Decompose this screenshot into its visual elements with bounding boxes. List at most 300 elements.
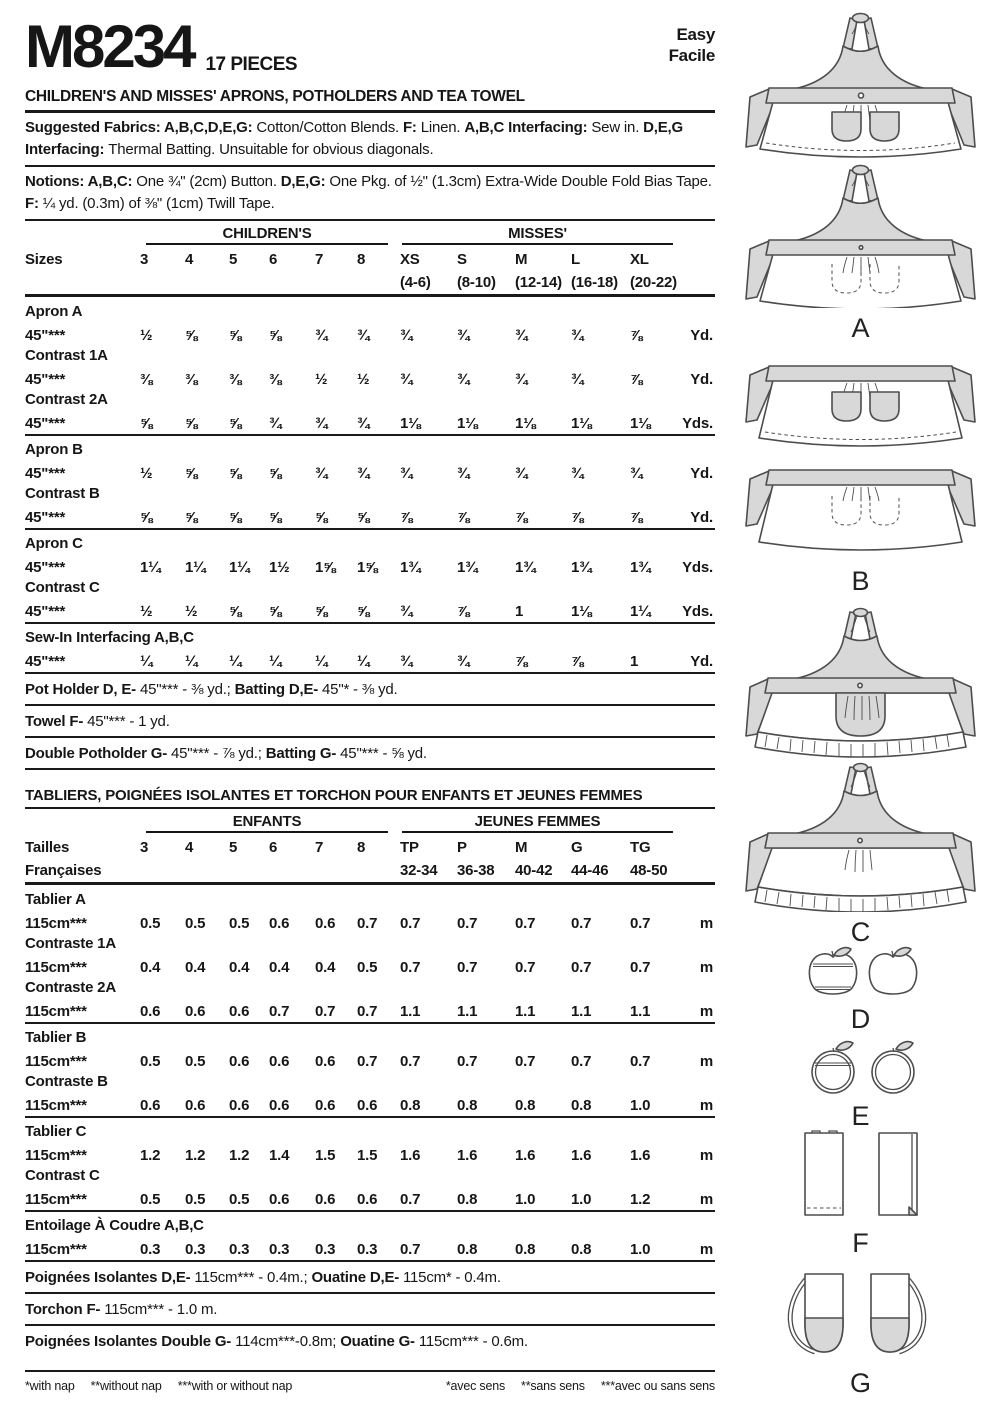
value-cell: ½ bbox=[315, 371, 328, 388]
unit-label: m bbox=[699, 959, 713, 976]
value-cell: ¼ bbox=[357, 653, 370, 670]
value-cell: ¼ bbox=[315, 653, 328, 670]
value-cell: 0.3 bbox=[140, 1241, 161, 1258]
value-cell: ¾ bbox=[457, 327, 470, 344]
size-cell: XS bbox=[400, 251, 420, 268]
table-ranges-row bbox=[25, 856, 715, 879]
value-cell: 1¾ bbox=[571, 559, 592, 576]
range-cell: 36-38 bbox=[457, 862, 495, 879]
item-name: Contrast C bbox=[25, 579, 100, 596]
value-cell: 1.6 bbox=[400, 1147, 421, 1164]
value-cell: ⅝ bbox=[269, 327, 282, 344]
value-cell: 0.7 bbox=[357, 915, 378, 932]
value-cell: ¾ bbox=[400, 653, 413, 670]
notion-line bbox=[25, 676, 715, 702]
fabric-width: 115cm*** bbox=[25, 915, 87, 932]
text-segment: Double Potholder G- bbox=[25, 745, 171, 762]
unit-label: Yd. bbox=[690, 509, 713, 526]
value-cell: 0.7 bbox=[515, 959, 536, 976]
value-cell: ¾ bbox=[315, 327, 328, 344]
text-segment: 45"*** - ⅞ yd.; bbox=[171, 745, 266, 762]
figure-towel-f bbox=[740, 1128, 981, 1257]
item-values-row bbox=[25, 1141, 715, 1164]
fabric-width: 115cm*** bbox=[25, 1241, 87, 1258]
value-cell: 1.0 bbox=[515, 1191, 536, 1208]
value-cell: 0.8 bbox=[571, 1241, 592, 1258]
value-cell: ⅞ bbox=[457, 509, 470, 526]
notion-line bbox=[25, 1296, 715, 1322]
unit-label: m bbox=[699, 915, 713, 932]
value-cell: 1½ bbox=[269, 559, 290, 576]
content-column bbox=[25, 13, 715, 1393]
unit-label: Yd. bbox=[690, 327, 713, 344]
size-cell: M bbox=[515, 251, 528, 268]
value-cell: 0.5 bbox=[229, 1191, 250, 1208]
text-segment: Batting D,E- bbox=[234, 681, 323, 698]
text-segment: 115cm* - 0.4m. bbox=[403, 1269, 501, 1286]
value-cell: 0.5 bbox=[185, 915, 206, 932]
size-cell: 7 bbox=[315, 251, 324, 268]
divider bbox=[25, 1292, 715, 1294]
value-cell: 0.4 bbox=[140, 959, 161, 976]
notion-line bbox=[25, 708, 715, 734]
unit-label: m bbox=[699, 1241, 713, 1258]
divider bbox=[25, 672, 715, 674]
french-yardage-table bbox=[25, 813, 715, 1354]
value-cell: 0.4 bbox=[229, 959, 250, 976]
size-cell: P bbox=[457, 839, 467, 856]
value-cell: ⅞ bbox=[630, 371, 643, 388]
value-cell: ⅞ bbox=[400, 509, 413, 526]
item-name: Apron C bbox=[25, 535, 83, 552]
unit-label: Yds. bbox=[682, 559, 713, 576]
text-segment: Towel F- bbox=[25, 713, 88, 730]
size-cell: 4 bbox=[185, 839, 194, 856]
value-cell: 0.6 bbox=[269, 1097, 290, 1114]
divider bbox=[25, 1210, 715, 1212]
value-cell: 0.7 bbox=[269, 1003, 290, 1020]
text-segment: 45"* - ⅜ yd. bbox=[322, 681, 398, 698]
value-cell: 1.6 bbox=[630, 1147, 651, 1164]
range-cell: (12-14) bbox=[515, 274, 562, 291]
size-cell: 6 bbox=[269, 839, 278, 856]
value-cell: 1.5 bbox=[315, 1147, 336, 1164]
divider bbox=[25, 622, 715, 624]
footnote-item: *avec sens bbox=[445, 1379, 506, 1393]
value-cell: ⅞ bbox=[571, 653, 584, 670]
value-cell: 0.3 bbox=[185, 1241, 206, 1258]
unit-label: Yd. bbox=[690, 465, 713, 482]
fabric-width: 45"*** bbox=[25, 653, 66, 670]
value-cell: 0.7 bbox=[357, 1003, 378, 1020]
unit-label: Yds. bbox=[682, 415, 713, 432]
fabric-width: 45"*** bbox=[25, 603, 66, 620]
value-cell: 0.6 bbox=[229, 1097, 250, 1114]
size-cell: TG bbox=[630, 839, 651, 856]
value-cell: ⅝ bbox=[229, 465, 242, 482]
item-name: Apron B bbox=[25, 441, 83, 458]
notions-paragraph bbox=[25, 171, 715, 215]
value-cell: 0.5 bbox=[140, 1191, 161, 1208]
unit-label: m bbox=[699, 1147, 713, 1164]
value-cell: 0.7 bbox=[400, 1241, 421, 1258]
text-segment: Notions: A,B,C: bbox=[25, 173, 137, 190]
notion-line bbox=[25, 1264, 715, 1290]
text-segment: 45"*** - ⅜ yd.; bbox=[139, 681, 235, 698]
figure-apron-c bbox=[740, 604, 981, 946]
item-values-row bbox=[25, 597, 715, 620]
divider bbox=[25, 1022, 715, 1024]
value-cell: 0.7 bbox=[457, 959, 478, 976]
table-sizes-row bbox=[25, 833, 715, 856]
value-cell: ⅝ bbox=[185, 327, 198, 344]
value-cell: 0.7 bbox=[400, 959, 421, 976]
text-segment: Sew in. bbox=[591, 119, 644, 136]
value-cell: 1.0 bbox=[630, 1241, 651, 1258]
figure-label-a: A bbox=[851, 313, 870, 343]
value-cell: ½ bbox=[357, 371, 370, 388]
children-group-label: CHILDREN'S bbox=[146, 225, 388, 245]
value-cell: ⅝ bbox=[140, 509, 153, 526]
value-cell: ¾ bbox=[571, 465, 584, 482]
value-cell: ⅝ bbox=[185, 509, 198, 526]
value-cell: ¾ bbox=[571, 327, 584, 344]
figure-label-b: B bbox=[851, 566, 870, 596]
item-name: Contrast C bbox=[25, 1167, 100, 1184]
value-cell: ⅝ bbox=[315, 509, 328, 526]
value-cell: ⅞ bbox=[515, 653, 528, 670]
item-values-row bbox=[25, 503, 715, 526]
text-segment: Ouatine G- bbox=[340, 1333, 419, 1350]
value-cell: 1¾ bbox=[400, 559, 421, 576]
item-values-row bbox=[25, 953, 715, 976]
value-cell: 1⅛ bbox=[515, 415, 536, 432]
row-label: Françaises bbox=[25, 862, 102, 879]
value-cell: 0.6 bbox=[185, 1003, 206, 1020]
fabric-width: 115cm*** bbox=[25, 1053, 87, 1070]
value-cell: 1.4 bbox=[269, 1147, 290, 1164]
value-cell: 0.3 bbox=[269, 1241, 290, 1258]
value-cell: 0.7 bbox=[400, 915, 421, 932]
apron-a-illustration bbox=[743, 8, 978, 308]
value-cell: 0.6 bbox=[269, 1191, 290, 1208]
apron-b-illustration bbox=[743, 356, 978, 561]
potholder-g-illustration bbox=[743, 1268, 978, 1363]
unit-label: Yd. bbox=[690, 371, 713, 388]
table-sizes-row bbox=[25, 245, 715, 268]
range-cell: (20-22) bbox=[630, 274, 677, 291]
text-segment: A,B,C Interfacing: bbox=[464, 119, 592, 136]
fabric-width: 45"*** bbox=[25, 509, 66, 526]
item-name: Sew-In Interfacing A,B,C bbox=[25, 629, 194, 646]
fabric-width: 115cm*** bbox=[25, 1147, 87, 1164]
value-cell: 1.0 bbox=[571, 1191, 592, 1208]
text-segment: Torchon F- bbox=[25, 1301, 105, 1318]
unit-label: Yd. bbox=[690, 653, 713, 670]
value-cell: 0.6 bbox=[315, 1097, 336, 1114]
value-cell: ¾ bbox=[269, 415, 282, 432]
value-cell: 0.4 bbox=[185, 959, 206, 976]
value-cell: 1.6 bbox=[457, 1147, 478, 1164]
item-name: Contrast 2A bbox=[25, 391, 108, 408]
value-cell: 1¾ bbox=[630, 559, 651, 576]
value-cell: 0.6 bbox=[315, 1053, 336, 1070]
value-cell: ¾ bbox=[315, 415, 328, 432]
value-cell: 0.7 bbox=[571, 959, 592, 976]
figure-potholder-e bbox=[740, 1036, 981, 1130]
footnote-item: ***avec ou sans sens bbox=[600, 1379, 715, 1393]
pattern-number: M8234 bbox=[25, 13, 194, 80]
value-cell: 0.5 bbox=[140, 915, 161, 932]
misses-group-label: MISSES' bbox=[402, 225, 673, 245]
fabrics-paragraph bbox=[25, 117, 715, 161]
divider bbox=[25, 1260, 715, 1262]
value-cell: ⅞ bbox=[515, 509, 528, 526]
value-cell: 1⅝ bbox=[315, 559, 336, 576]
value-cell: 0.8 bbox=[571, 1097, 592, 1114]
value-cell: 0.3 bbox=[357, 1241, 378, 1258]
value-cell: 1.1 bbox=[400, 1003, 421, 1020]
value-cell: 1.2 bbox=[630, 1191, 651, 1208]
value-cell: 0.7 bbox=[630, 959, 651, 976]
value-cell: 1⅛ bbox=[400, 415, 421, 432]
fabric-width: 115cm*** bbox=[25, 1191, 87, 1208]
value-cell: ½ bbox=[140, 465, 153, 482]
value-cell: ⅞ bbox=[457, 603, 470, 620]
misses-group-label: JEUNES FEMMES bbox=[402, 813, 673, 833]
text-segment: 45"*** - ⅝ yd. bbox=[340, 745, 427, 762]
item-values-row bbox=[25, 997, 715, 1020]
value-cell: 0.8 bbox=[515, 1241, 536, 1258]
value-cell: ⅝ bbox=[269, 465, 282, 482]
footnote-french bbox=[430, 1379, 715, 1393]
figure-label-c: C bbox=[850, 917, 871, 947]
divider bbox=[25, 528, 715, 530]
value-cell: 0.7 bbox=[400, 1053, 421, 1070]
english-title: CHILDREN'S AND MISSES' APRONS, POTHOLDERS AND TEA TOWEL bbox=[25, 88, 525, 105]
value-cell: 0.7 bbox=[571, 1053, 592, 1070]
difficulty-french: Facile bbox=[668, 46, 715, 65]
value-cell: ⅝ bbox=[357, 603, 370, 620]
value-cell: 0.4 bbox=[315, 959, 336, 976]
value-cell: 0.7 bbox=[400, 1191, 421, 1208]
table-group-header bbox=[25, 813, 715, 833]
value-cell: ⅝ bbox=[229, 415, 242, 432]
value-cell: 1.0 bbox=[630, 1097, 651, 1114]
value-cell: 1¾ bbox=[515, 559, 536, 576]
value-cell: 1¼ bbox=[140, 559, 161, 576]
size-cell: M bbox=[515, 839, 528, 856]
footnote-item: **without nap bbox=[90, 1379, 162, 1393]
fabric-width: 45"*** bbox=[25, 371, 66, 388]
row-label: Sizes bbox=[25, 251, 63, 268]
value-cell: ½ bbox=[185, 603, 198, 620]
value-cell: ¾ bbox=[400, 603, 413, 620]
size-cell: L bbox=[571, 251, 580, 268]
footnote-item: *with nap bbox=[25, 1379, 75, 1393]
value-cell: 0.5 bbox=[140, 1053, 161, 1070]
value-cell: ¾ bbox=[630, 465, 643, 482]
size-cell: 5 bbox=[229, 839, 238, 856]
text-segment: Batting G- bbox=[265, 745, 341, 762]
value-cell: 0.5 bbox=[357, 959, 378, 976]
value-cell: 0.6 bbox=[315, 915, 336, 932]
text-segment: 115cm*** - 0.4m.; bbox=[194, 1269, 312, 1286]
figure-label-g: G bbox=[849, 1368, 871, 1398]
value-cell: ½ bbox=[140, 327, 153, 344]
value-cell: 0.6 bbox=[269, 1053, 290, 1070]
value-cell: 0.6 bbox=[229, 1053, 250, 1070]
value-cell: 0.8 bbox=[515, 1097, 536, 1114]
garment-illustrations bbox=[740, 0, 981, 1418]
divider bbox=[25, 1324, 715, 1326]
unit-label: m bbox=[699, 1191, 713, 1208]
potholder-d-illustration bbox=[743, 944, 978, 999]
text-segment: F: bbox=[25, 195, 43, 212]
text-segment: 45"*** - 1 yd. bbox=[87, 713, 170, 730]
unit-label: m bbox=[699, 1097, 713, 1114]
divider bbox=[25, 807, 715, 809]
value-cell: 1.6 bbox=[515, 1147, 536, 1164]
value-cell: ¾ bbox=[515, 371, 528, 388]
value-cell: 0.6 bbox=[140, 1097, 161, 1114]
value-cell: ⅜ bbox=[229, 371, 242, 388]
value-cell: ⅝ bbox=[229, 509, 242, 526]
apron-c-illustration bbox=[743, 604, 978, 912]
value-cell: ⅝ bbox=[269, 509, 282, 526]
value-cell: 1⅛ bbox=[571, 415, 592, 432]
value-cell: 0.6 bbox=[315, 1191, 336, 1208]
range-cell: 32-34 bbox=[400, 862, 438, 879]
value-cell: ¾ bbox=[457, 371, 470, 388]
range-cell: 48-50 bbox=[630, 862, 668, 879]
divider bbox=[25, 736, 715, 738]
item-name: Tablier B bbox=[25, 1029, 87, 1046]
value-cell: ¾ bbox=[400, 327, 413, 344]
figure-label-d: D bbox=[850, 1004, 871, 1034]
figure-label-e: E bbox=[851, 1101, 870, 1131]
footnotes bbox=[25, 1370, 715, 1393]
range-cell: (4-6) bbox=[400, 274, 431, 291]
item-name: Entoilage À Coudre A,B,C bbox=[25, 1217, 204, 1234]
difficulty-badge bbox=[669, 24, 715, 66]
text-segment: Linen. bbox=[420, 119, 465, 136]
value-cell: ⅝ bbox=[185, 415, 198, 432]
unit-label: m bbox=[699, 1003, 713, 1020]
value-cell: ⅝ bbox=[140, 415, 153, 432]
item-name: Contraste 1A bbox=[25, 935, 116, 952]
table-group-header bbox=[25, 225, 715, 245]
size-cell: S bbox=[457, 251, 467, 268]
size-cell: XL bbox=[630, 251, 649, 268]
value-cell: 1⅝ bbox=[357, 559, 378, 576]
divider bbox=[25, 219, 715, 221]
value-cell: ⅞ bbox=[630, 509, 643, 526]
value-cell: 1¾ bbox=[457, 559, 478, 576]
pieces-count: 17 PIECES bbox=[205, 54, 298, 75]
children-group-label: ENFANTS bbox=[146, 813, 388, 833]
text-segment: One Pkg. of ½" (1.3cm) Extra-Wide Double Fold Bias Tape. bbox=[329, 173, 712, 190]
text-segment: Suggested Fabrics: A,B,C,D,E,G: bbox=[25, 119, 257, 136]
value-cell: 1¼ bbox=[185, 559, 206, 576]
item-values-row bbox=[25, 1185, 715, 1208]
range-cell: 44-46 bbox=[571, 862, 609, 879]
value-cell: 0.4 bbox=[269, 959, 290, 976]
value-cell: ⅞ bbox=[571, 509, 584, 526]
value-cell: 1.1 bbox=[630, 1003, 651, 1020]
fabric-width: 115cm*** bbox=[25, 959, 87, 976]
value-cell: 1.2 bbox=[140, 1147, 161, 1164]
value-cell: 1.1 bbox=[515, 1003, 536, 1020]
figure-apron-b bbox=[740, 356, 981, 595]
item-values-row bbox=[25, 909, 715, 932]
figure-apron-a bbox=[740, 8, 981, 342]
footnote-item: **sans sens bbox=[521, 1379, 585, 1393]
value-cell: 1¼ bbox=[630, 603, 651, 620]
size-cell: 3 bbox=[140, 251, 149, 268]
masthead bbox=[25, 13, 715, 80]
value-cell: ¾ bbox=[315, 465, 328, 482]
value-cell: 0.8 bbox=[457, 1191, 478, 1208]
value-cell: ⅝ bbox=[229, 603, 242, 620]
value-cell: 1.6 bbox=[571, 1147, 592, 1164]
item-values-row bbox=[25, 321, 715, 344]
item-name: Tablier C bbox=[25, 1123, 87, 1140]
size-cell: TP bbox=[400, 839, 419, 856]
value-cell: ¾ bbox=[515, 465, 528, 482]
fabric-width: 45"*** bbox=[25, 559, 66, 576]
value-cell: 0.7 bbox=[515, 1053, 536, 1070]
text-segment: 115cm*** - 1.0 m. bbox=[104, 1301, 218, 1318]
value-cell: ¼ bbox=[185, 653, 198, 670]
text-segment: One ¾" (2cm) Button. bbox=[136, 173, 281, 190]
item-name: Contraste 2A bbox=[25, 979, 116, 996]
text-segment: Poignées Isolantes Double G- bbox=[25, 1333, 236, 1350]
item-values-row bbox=[25, 1091, 715, 1114]
range-cell: (16-18) bbox=[571, 274, 618, 291]
value-cell: 0.7 bbox=[457, 915, 478, 932]
value-cell: ⅜ bbox=[185, 371, 198, 388]
fabric-width: 115cm*** bbox=[25, 1097, 87, 1114]
value-cell: ¾ bbox=[357, 415, 370, 432]
figure-potholder-d bbox=[740, 944, 981, 1033]
value-cell: ⅝ bbox=[185, 465, 198, 482]
value-cell: ⅝ bbox=[357, 509, 370, 526]
text-segment: Pot Holder D, E- bbox=[25, 681, 140, 698]
range-cell: 40-42 bbox=[515, 862, 553, 879]
value-cell: 0.7 bbox=[357, 1053, 378, 1070]
text-segment: Cotton/Cotton Blends. bbox=[256, 119, 403, 136]
value-cell: 1⅛ bbox=[630, 415, 651, 432]
value-cell: ¾ bbox=[457, 465, 470, 482]
range-cell: (8-10) bbox=[457, 274, 496, 291]
value-cell: 0.8 bbox=[457, 1097, 478, 1114]
fabric-width: 45"*** bbox=[25, 465, 66, 482]
size-cell: 7 bbox=[315, 839, 324, 856]
text-segment: Ouatine D,E- bbox=[311, 1269, 404, 1286]
value-cell: 0.6 bbox=[229, 1003, 250, 1020]
fabric-width: 45"*** bbox=[25, 415, 66, 432]
english-yardage-table bbox=[25, 225, 715, 770]
value-cell: 0.7 bbox=[315, 1003, 336, 1020]
value-cell: 0.7 bbox=[515, 915, 536, 932]
value-cell: 1.1 bbox=[457, 1003, 478, 1020]
item-values-row bbox=[25, 1047, 715, 1070]
value-cell: 1.2 bbox=[229, 1147, 250, 1164]
item-values-row bbox=[25, 409, 715, 432]
difficulty-english: Easy bbox=[676, 25, 715, 44]
value-cell: ¼ bbox=[269, 653, 282, 670]
